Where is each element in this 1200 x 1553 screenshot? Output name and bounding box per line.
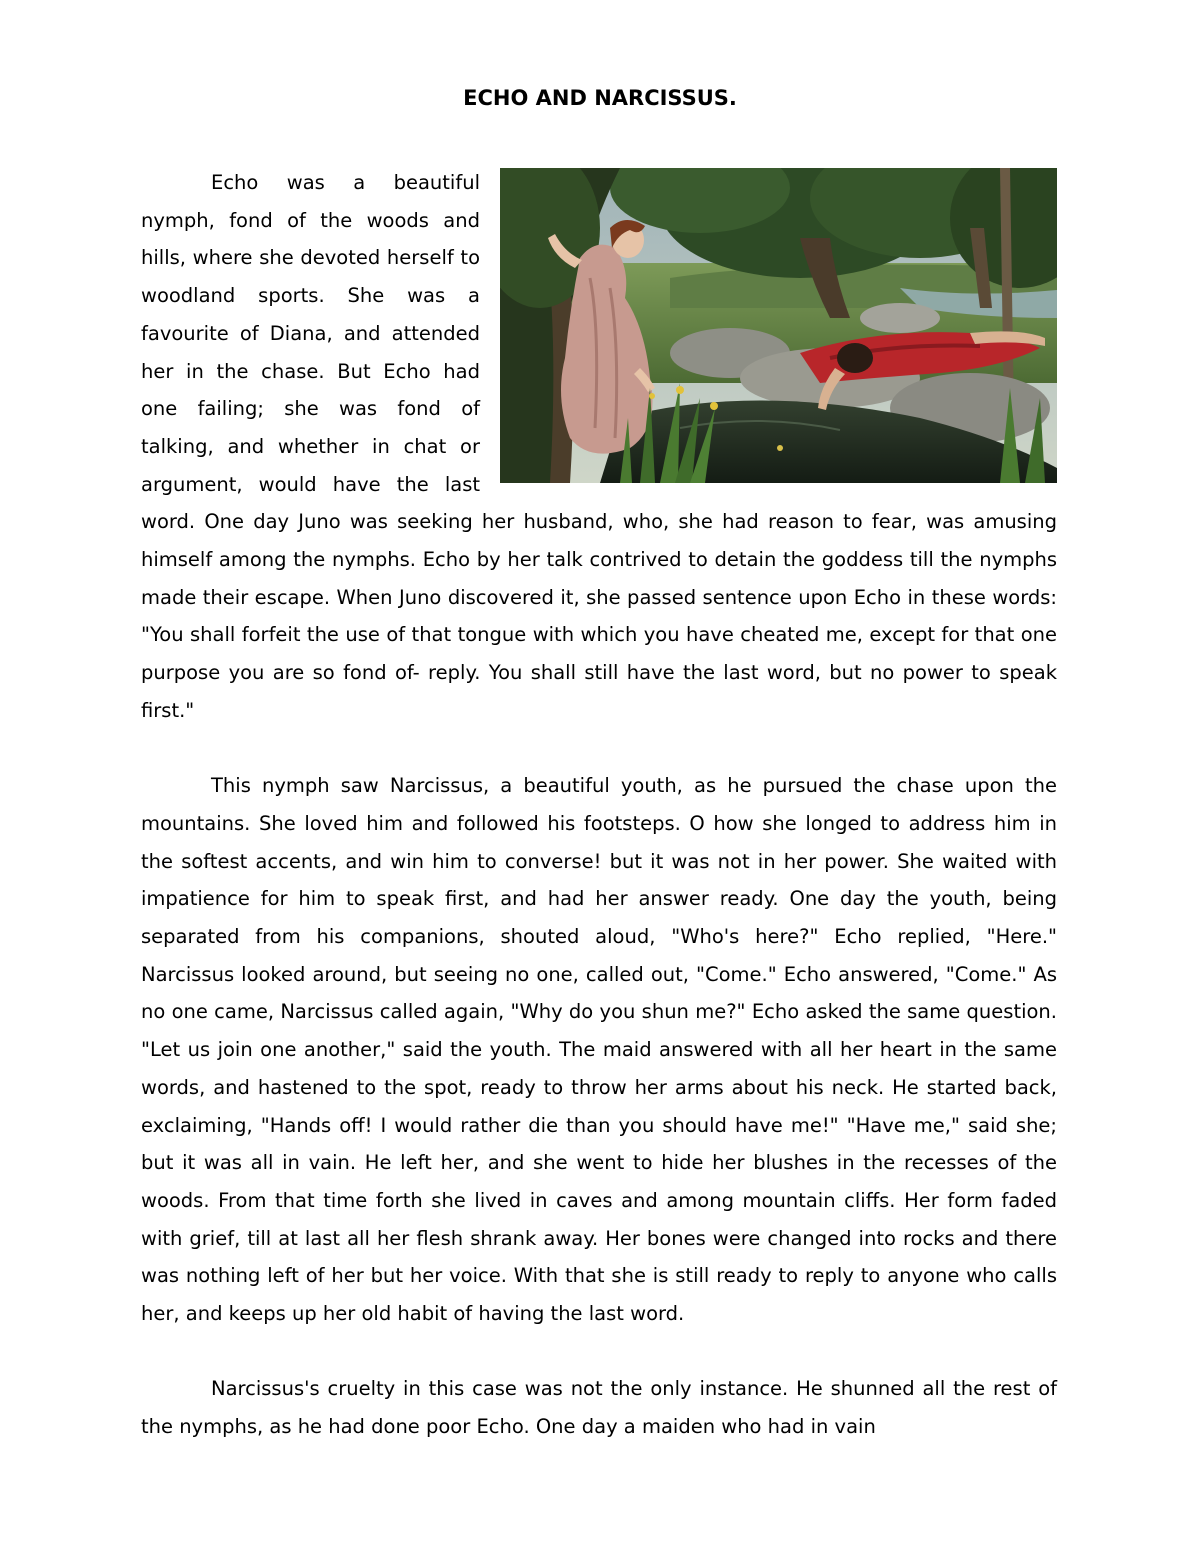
paragraph-2: This nymph saw Narcissus, a beautiful youth, as he pursued the chase upon the mountains. She loved him and followed his footsteps. O how she longed to address him in the softest accents, and win him to converse! but it was not in her power. She waited with impatience for him to speak first, and had her answer ready. One day the youth, being separated from his companions, shouted aloud, "Who's here?" Echo replied, "Here." Narcissus looked around, but seeing no one, called out, "Come." Echo answered, "Come." As no one came, Narcissus called again, "Why do you shun me?" Echo asked the same question. "Let us join one another," said the youth. The maid answered with all her heart in the same words, and hastened to the spot, ready to throw her arms about his neck. He started back, exclaiming, "Hands off! I would rather die than you should have me!" "Have me," said she; but it was all in vain. He left her, and she went to hide her blushes in the recesses of the woods. From that time forth she lived in caves and among mountain cliffs. Her form faded with grief, till at last all her flesh shrank away. Her bones were changed into rocks and there was nothing left of her but her voice. With that she is still ready to reply to anyone who calls her, and keeps up her old habit of having the last word. xyxy=(141,774,1057,1326)
document-body xyxy=(141,164,1057,1484)
paragraph-3: Narcissus's cruelty in this case was not the only instance. He shunned all the rest of the nymphs, as he had done poor Echo. One day a maiden who had in vain xyxy=(141,1377,1057,1439)
paragraph-1-text: Echo was a beautiful nymph, fond of the woods and hills, where she devoted herself to woodland sports. She was a favourite of Diana, and attended her in the chase. But Echo had one failing; she was fond of talking, and whether in chat or argument, would have the last word. One day Juno was seeking her husband, who, she had reason to fear, was amusing himself among the nymphs. Echo by her talk contrived to detain the goddess till the nymphs made their escape. When Juno discovered it, she passed sentence upon Echo in these words: "You shall forfeit the use of that tongue with which you have cheated me, except for that one purpose you are so fond of- reply. You shall still have the last word, but no power to speak first." xyxy=(141,171,1057,722)
paragraph-1 xyxy=(141,164,1057,730)
painting-echo-and-narcissus xyxy=(500,168,1057,483)
document-title: ECHO AND NARCISSUS. xyxy=(463,86,737,110)
